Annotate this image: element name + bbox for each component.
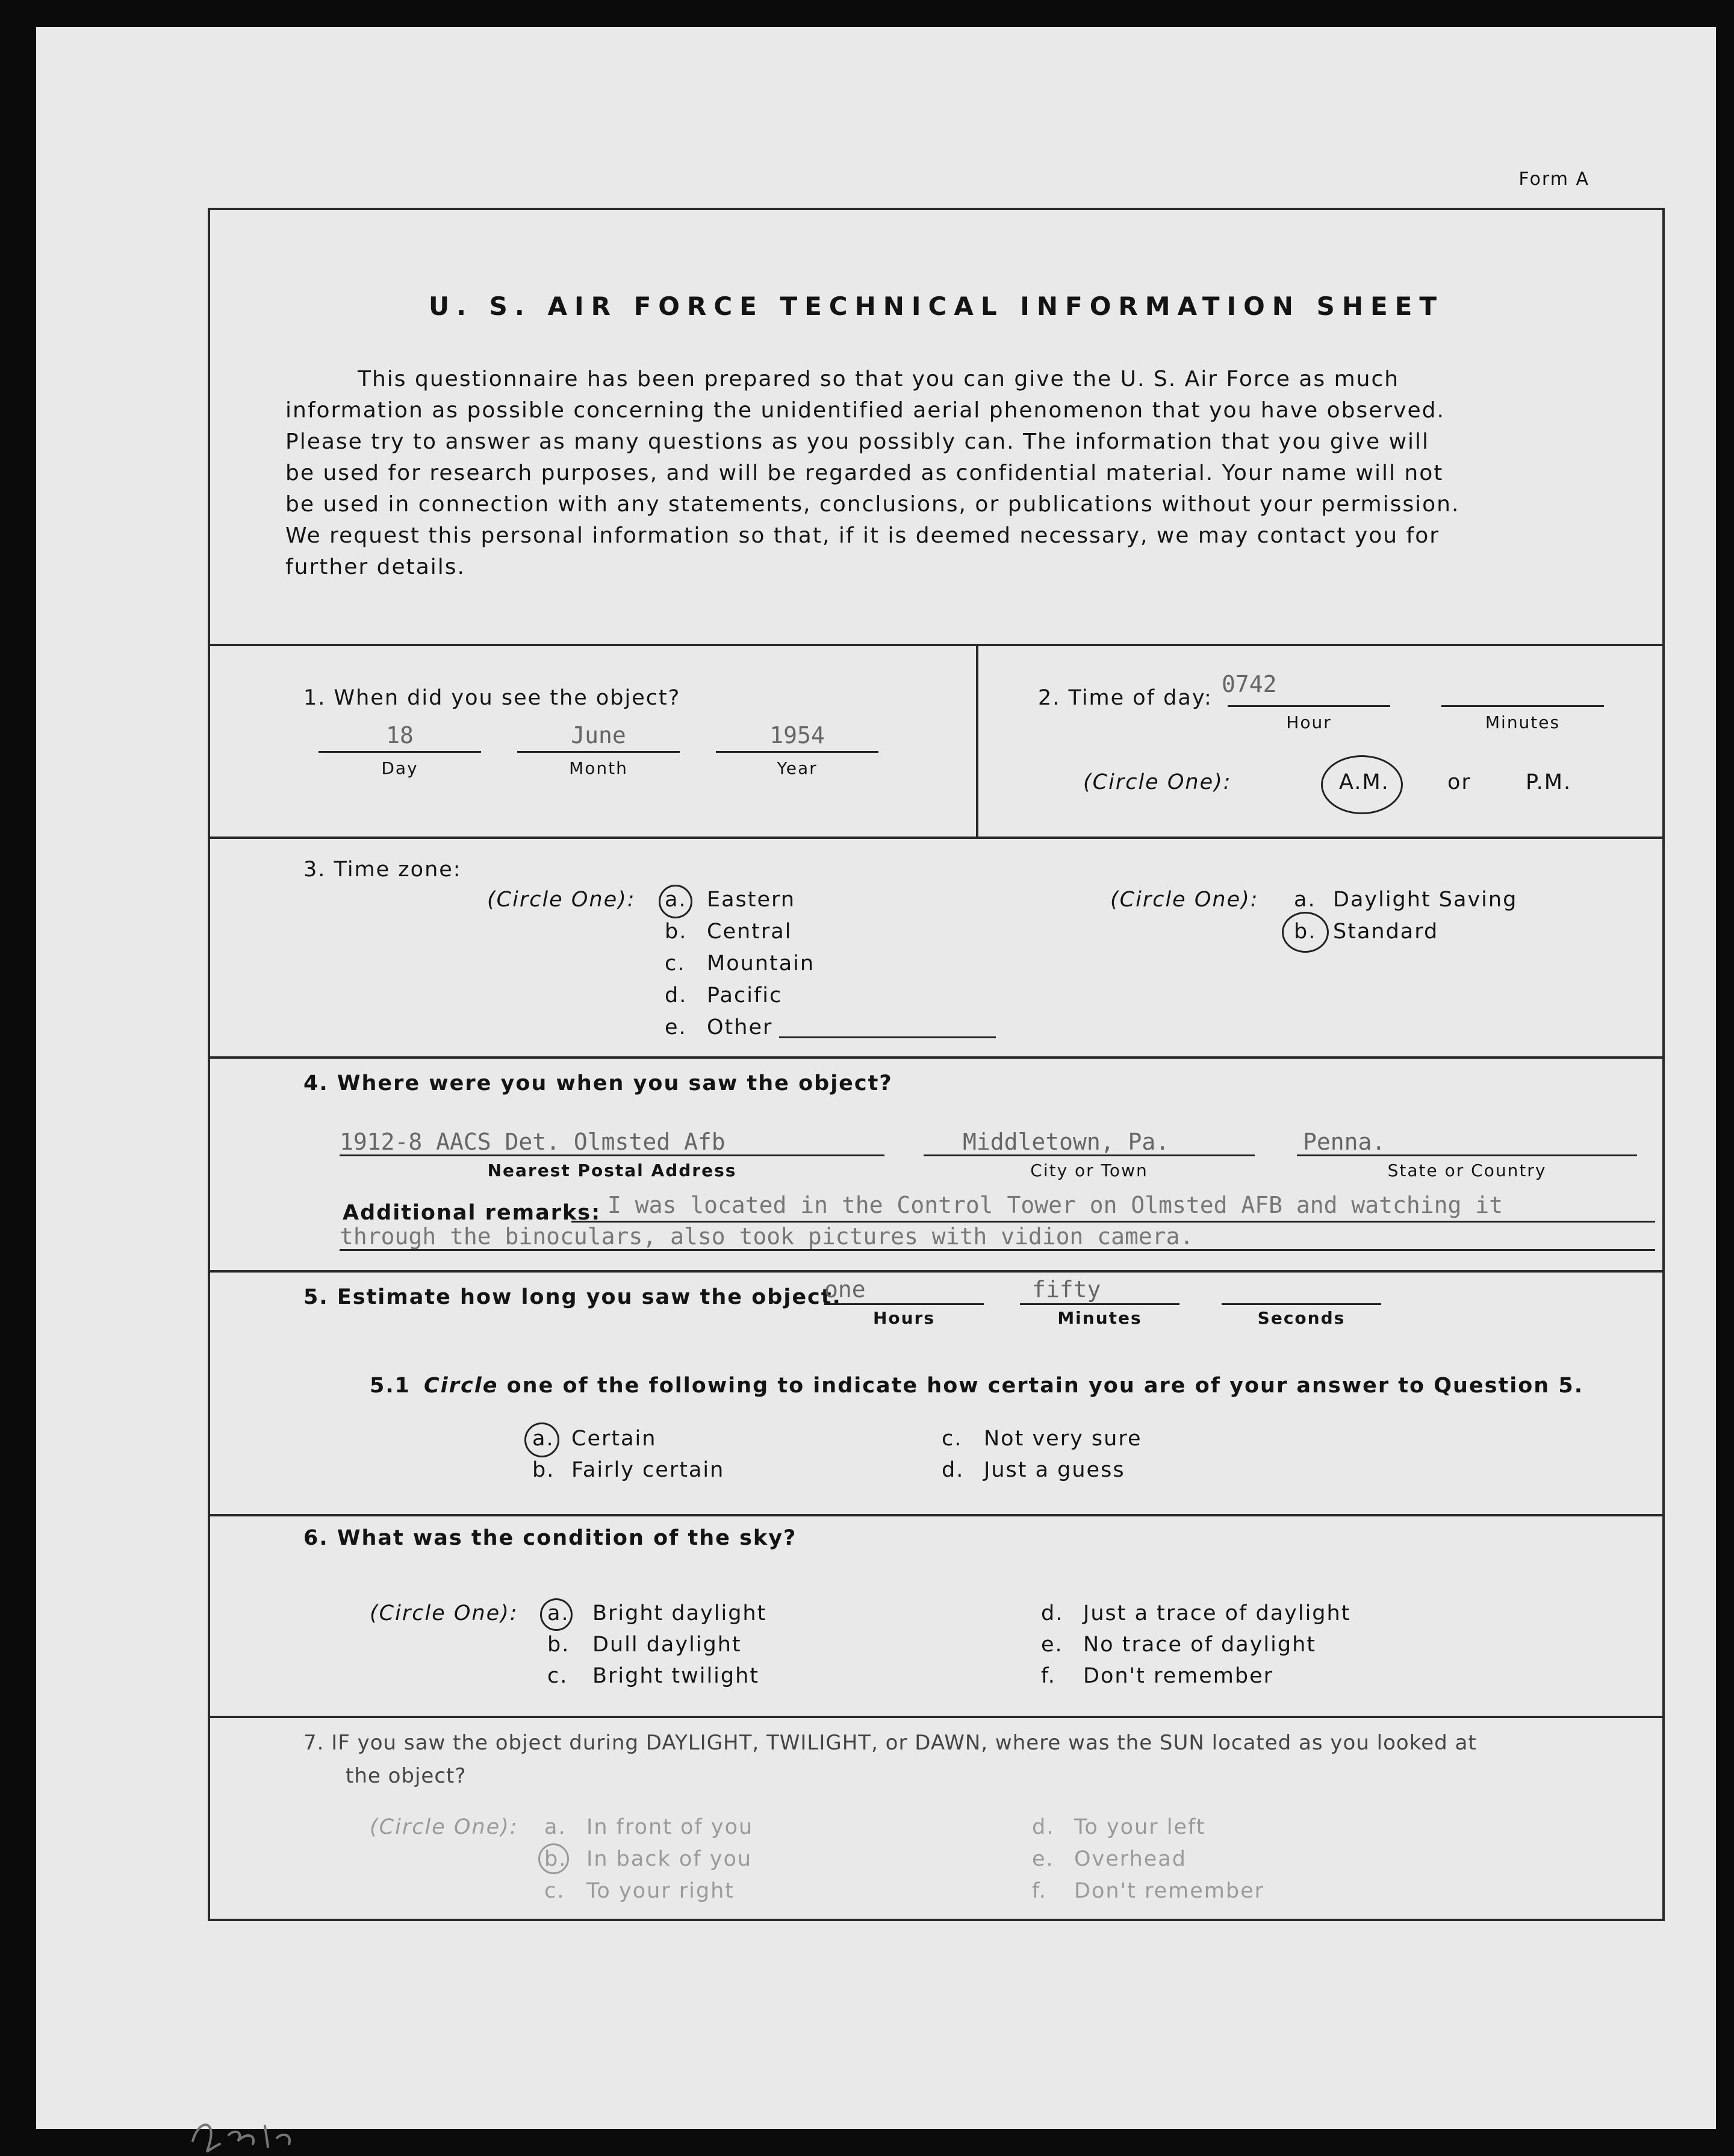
q5-1-option[interactable]: Certain: [571, 1427, 657, 1451]
q6-option-key[interactable]: a.: [547, 1601, 570, 1625]
q6-option-key[interactable]: d.: [1041, 1601, 1064, 1625]
intro-line: We request this personal information so that, if it is deemed necessary, we may contact you for: [285, 523, 1440, 548]
q5-1-label-circle-word: Circle: [424, 1374, 499, 1398]
q4-state-line: [1297, 1154, 1637, 1156]
form-label: Form A: [1518, 169, 1590, 190]
section-divider: [210, 1270, 1662, 1273]
q7-option[interactable]: In back of you: [586, 1847, 753, 1871]
q5-1-label: [424, 1374, 1583, 1398]
q6-option[interactable]: Dull daylight: [592, 1633, 742, 1657]
q6-circle-label: (Circle One):: [370, 1601, 518, 1625]
q4-state-value[interactable]: Penna.: [1303, 1129, 1386, 1155]
q3-zone-key[interactable]: b.: [665, 920, 688, 944]
q3-zone-option[interactable]: Eastern: [707, 888, 796, 912]
q3-zone-option[interactable]: Pacific: [707, 983, 783, 1008]
q7-option[interactable]: Don't remember: [1074, 1879, 1265, 1903]
q6-option[interactable]: Don't remember: [1083, 1664, 1274, 1688]
intro-line: This questionnaire has been prepared so that you can give the U. S. Air Force as much: [358, 367, 1400, 391]
q1-month-value[interactable]: June: [571, 722, 626, 749]
q5-1-option-key[interactable]: a.: [532, 1427, 555, 1451]
q4-address-value[interactable]: 1912-8 AACS Det. Olmsted Afb: [340, 1129, 726, 1155]
q4-remarks-label: Additional remarks:: [343, 1201, 601, 1225]
q3-saving-key[interactable]: b.: [1294, 920, 1317, 944]
q3-circle-label: (Circle One):: [487, 888, 636, 912]
q7-circle-label: (Circle One):: [370, 1815, 518, 1839]
q3-zone-key[interactable]: a.: [665, 888, 687, 912]
intro-line: information as possible concerning the unidentified aerial phenomenon that you have observed.: [285, 398, 1445, 423]
q1-month-caption: Month: [569, 758, 628, 778]
q1-year-value[interactable]: 1954: [769, 722, 825, 749]
q1-day-caption: Day: [381, 758, 418, 778]
q7-option[interactable]: Overhead: [1074, 1847, 1187, 1871]
q7-option[interactable]: To your left: [1074, 1815, 1206, 1839]
q4-city-line: [924, 1154, 1255, 1156]
q6-option[interactable]: Bright daylight: [592, 1601, 767, 1625]
q7-label-line1: 7. IF you saw the object during DAYLIGHT, TWILIGHT, or DAWN, where was the SUN located as you looked at: [303, 1731, 1477, 1755]
q7-option-key[interactable]: f.: [1032, 1879, 1047, 1903]
document-page: [36, 27, 1716, 2129]
q5-hours-caption: Hours: [872, 1308, 936, 1328]
q5-hours-value[interactable]: one: [824, 1276, 866, 1303]
q3-zone-option[interactable]: Other: [707, 1015, 773, 1039]
q2-am-selected-circle: [1321, 755, 1403, 814]
intro-paragraph: [285, 364, 1556, 583]
q1-year-caption: Year: [777, 758, 818, 778]
q3-zone-option[interactable]: Mountain: [707, 952, 815, 976]
q6-option[interactable]: Bright twilight: [592, 1664, 760, 1688]
q5-1-number: 5.1: [370, 1374, 411, 1398]
q2-hour-line: [1228, 705, 1390, 707]
q4-state-caption: State or Country: [1387, 1161, 1547, 1180]
q2-minutes-caption: Minutes: [1485, 712, 1561, 732]
q2-am-option[interactable]: A.M.: [1339, 770, 1390, 794]
intro-line: be used in connection with any statements, conclusions, or publications without your permission.: [285, 492, 1460, 517]
q3-label: 3. Time zone:: [303, 858, 462, 882]
q3-saving-key[interactable]: a.: [1294, 888, 1316, 912]
q7-option-key[interactable]: b.: [544, 1847, 567, 1871]
q6-option-key[interactable]: c.: [547, 1664, 568, 1688]
q3-circle-label-2: (Circle One):: [1110, 888, 1259, 912]
q5-1-label-rest: one of the following to indicate how certain you are of your answer to Question 5.: [498, 1374, 1584, 1398]
q3-saving-option[interactable]: Standard: [1333, 920, 1439, 944]
q5-1-option-key[interactable]: d.: [942, 1458, 965, 1482]
q5-seconds-caption: Seconds: [1257, 1308, 1346, 1328]
q4-address-line: [340, 1154, 884, 1156]
section-divider: [210, 1514, 1662, 1516]
q4-remarks-line1[interactable]: I was located in the Control Tower on Olmsted AFB and watching it: [608, 1192, 1503, 1218]
intro-line: be used for research purposes, and will be regarded as confidential material. Your name will not: [285, 461, 1444, 485]
q6-option-key[interactable]: e.: [1041, 1633, 1063, 1657]
q7-option[interactable]: In front of you: [586, 1815, 754, 1839]
q6-option[interactable]: No trace of daylight: [1083, 1633, 1316, 1657]
intro-line: further details.: [285, 555, 465, 579]
q5-1-option[interactable]: Just a guess: [984, 1458, 1125, 1482]
q5-seconds-line: [1222, 1303, 1381, 1305]
technical-information-form: [208, 208, 1665, 1921]
q5-minutes-caption: Minutes: [1057, 1308, 1142, 1328]
form-title: U. S. AIR FORCE TECHNICAL INFORMATION SHEET: [428, 291, 1444, 321]
q6-option[interactable]: Just a trace of daylight: [1083, 1601, 1351, 1625]
q5-1-option[interactable]: Fairly certain: [571, 1458, 725, 1482]
q1-label: 1. When did you see the object?: [303, 686, 681, 710]
q1-year-line: [716, 751, 878, 753]
q5-1-option[interactable]: Not very sure: [984, 1427, 1142, 1451]
q1-day-line: [319, 751, 481, 753]
section-divider: [210, 644, 1662, 646]
q3-zone-key[interactable]: e.: [665, 1015, 687, 1039]
handwritten-mark: [187, 2108, 343, 2156]
q3-zone-option[interactable]: Central: [707, 920, 792, 944]
q2-hour-value[interactable]: 0742: [1222, 671, 1277, 697]
q1-day-value[interactable]: 18: [386, 722, 414, 749]
q4-label: 4. Where were you when you saw the object?: [303, 1071, 893, 1095]
q7-label-line2: the object?: [346, 1764, 467, 1788]
q2-label: 2. Time of day:: [1038, 686, 1213, 710]
q7-option-key[interactable]: a.: [544, 1815, 567, 1839]
q7-option[interactable]: To your right: [586, 1879, 735, 1903]
q2-circle-label: (Circle One):: [1083, 770, 1232, 794]
q4-remarks-line: [340, 1249, 1655, 1251]
q5-hours-line: [824, 1303, 984, 1305]
q6-label: 6. What was the condition of the sky?: [303, 1526, 797, 1550]
q6-selected-circle: [540, 1598, 573, 1631]
section-divider: [210, 1716, 1662, 1718]
q5-1-option-key[interactable]: c.: [942, 1427, 963, 1451]
q2-pm-option[interactable]: P.M.: [1526, 770, 1572, 794]
q3-zone-selected-circle: [659, 885, 692, 918]
q7-option-key[interactable]: c.: [544, 1879, 565, 1903]
q4-remarks-line: [571, 1221, 1655, 1223]
q3-other-line[interactable]: [779, 1036, 996, 1038]
q2-hour-caption: Hour: [1286, 712, 1332, 732]
q5-1-option-key[interactable]: b.: [532, 1458, 555, 1482]
q4-city-caption: City or Town: [1030, 1161, 1148, 1180]
section-divider: [210, 837, 1662, 839]
q2-or-text: or: [1447, 770, 1471, 794]
q6-option-key[interactable]: b.: [547, 1633, 570, 1657]
q5-1-selected-circle: [524, 1422, 559, 1457]
q7-option-key[interactable]: d.: [1032, 1815, 1055, 1839]
q7-selected-circle: [538, 1843, 569, 1874]
section-divider: [210, 1056, 1662, 1059]
q3-zone-key[interactable]: c.: [665, 952, 686, 976]
q7-option-key[interactable]: e.: [1032, 1847, 1054, 1871]
intro-line: Please try to answer as many questions as you possibly can. The information that you give will: [285, 429, 1430, 454]
column-divider: [976, 644, 978, 837]
q5-minutes-value[interactable]: fifty: [1032, 1276, 1101, 1303]
q1-month-line: [517, 751, 680, 753]
q3-saving-option[interactable]: Daylight Saving: [1333, 888, 1518, 912]
q3-saving-selected-circle: [1282, 912, 1329, 953]
q3-zone-key[interactable]: d.: [665, 983, 688, 1008]
q6-option-key[interactable]: f.: [1041, 1664, 1056, 1688]
q5-label: 5. Estimate how long you saw the object.: [303, 1285, 842, 1309]
q2-minutes-line: [1441, 705, 1604, 707]
q5-minutes-line: [1020, 1303, 1179, 1305]
q4-city-value[interactable]: Middletown, Pa.: [963, 1129, 1170, 1155]
q4-remarks-line2[interactable]: through the binoculars, also took pictures with vidion camera.: [340, 1223, 1194, 1250]
q4-address-caption: Nearest Postal Address: [487, 1161, 737, 1180]
